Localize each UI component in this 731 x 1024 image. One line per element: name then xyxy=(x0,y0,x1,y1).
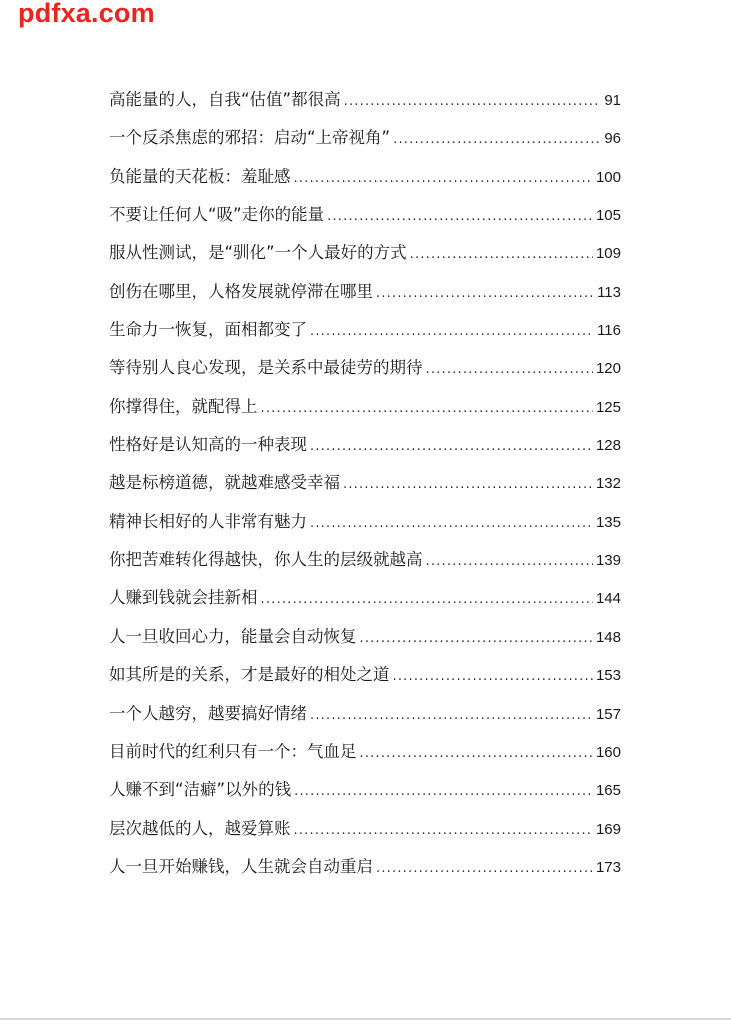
dot-leader xyxy=(261,390,593,428)
toc-entry[interactable] xyxy=(109,119,621,157)
toc-entry[interactable] xyxy=(109,771,621,809)
dot-leader xyxy=(261,581,593,619)
toc-entry-title: 一个反杀焦虑的邪招：启动“上帝视角” xyxy=(109,128,391,148)
toc-entry-title: 生命力一恢复，面相都变了 xyxy=(109,320,307,340)
toc-entry-page: 100 xyxy=(595,168,621,186)
toc-entry-title: 创伤在哪里，人格发展就停滞在哪里 xyxy=(109,281,373,301)
toc-entry[interactable] xyxy=(109,656,621,694)
toc-entry-page: 125 xyxy=(595,398,621,416)
toc-entry-page: 173 xyxy=(595,858,621,876)
toc-entry[interactable] xyxy=(109,464,621,502)
toc-entry-page: 132 xyxy=(595,475,621,493)
toc-entry-title: 人一旦开始赚钱，人生就会自动重启 xyxy=(109,856,373,876)
toc-entry-page: 135 xyxy=(595,513,621,531)
toc-entry-title: 高能量的人，自我“估值”都很高 xyxy=(109,90,341,109)
table-of-contents xyxy=(109,81,621,886)
toc-entry-title: 人一旦收回心力，能量会自动恢复 xyxy=(109,626,357,646)
toc-entry[interactable] xyxy=(109,503,621,541)
dot-leader xyxy=(310,313,594,351)
dot-leader xyxy=(294,812,593,850)
toc-entry-page: 148 xyxy=(595,628,621,646)
dot-leader xyxy=(327,198,593,236)
toc-entry-title: 精神长相好的人非常有魅力 xyxy=(109,511,307,531)
toc-entry[interactable] xyxy=(109,158,621,196)
toc-entry-title: 如其所是的关系，才是最好的相处之道 xyxy=(109,665,390,685)
dot-leader xyxy=(376,850,593,888)
toc-entry-page: 160 xyxy=(595,743,621,761)
toc-entry-page: 157 xyxy=(595,705,621,723)
toc-entry[interactable] xyxy=(109,311,621,349)
toc-entry-page: 116 xyxy=(597,322,621,340)
toc-entry[interactable] xyxy=(109,81,621,119)
toc-entry-page: 153 xyxy=(595,667,621,685)
watermark-logo: pdfxa.com xyxy=(18,0,155,28)
toc-entry-page: 91 xyxy=(604,92,621,109)
toc-entry-title: 等待别人良心发现，是关系中最徒劳的期待 xyxy=(109,358,423,378)
toc-entry-page: 128 xyxy=(595,437,621,455)
toc-entry[interactable] xyxy=(109,388,621,426)
toc-entry[interactable] xyxy=(109,695,621,733)
toc-entry-title: 人赚到钱就会挂新相 xyxy=(109,588,258,608)
toc-entry[interactable] xyxy=(109,848,621,886)
toc-entry-title: 层次越低的人，越爱算账 xyxy=(109,818,291,838)
toc-entry-title: 一个人越穷，越要搞好情绪 xyxy=(109,703,307,723)
toc-entry-page: 139 xyxy=(595,552,621,570)
dot-leader xyxy=(310,697,593,735)
toc-entry[interactable] xyxy=(109,196,621,234)
toc-entry[interactable] xyxy=(109,273,621,311)
dot-leader xyxy=(393,658,593,696)
toc-entry[interactable] xyxy=(109,733,621,771)
dot-leader xyxy=(410,236,593,274)
toc-entry[interactable] xyxy=(109,541,621,579)
toc-entry-title: 人赚不到“洁癖”以外的钱 xyxy=(109,780,292,800)
toc-entry[interactable] xyxy=(109,426,621,464)
dot-leader xyxy=(393,121,601,159)
toc-entry-page: 165 xyxy=(595,782,621,800)
dot-leader xyxy=(343,466,593,504)
dot-leader xyxy=(294,773,593,811)
page-bottom-divider xyxy=(0,1018,731,1020)
dot-leader xyxy=(426,351,593,389)
dot-leader xyxy=(360,735,593,773)
toc-entry-title: 不要让任何人“吸”走你的能量 xyxy=(109,205,325,225)
dot-leader xyxy=(294,160,593,198)
toc-entry[interactable] xyxy=(109,579,621,617)
toc-entry-page: 169 xyxy=(595,820,621,838)
toc-entry-title: 负能量的天花板：羞耻感 xyxy=(109,166,291,186)
toc-entry-title: 性格好是认知高的一种表现 xyxy=(109,435,307,455)
toc-entry-title: 目前时代的红利只有一个：气血足 xyxy=(109,741,357,761)
toc-entry-page: 113 xyxy=(597,283,621,301)
toc-entry[interactable] xyxy=(109,349,621,387)
toc-entry-page: 105 xyxy=(595,207,621,225)
toc-entry-page: 144 xyxy=(595,590,621,608)
toc-entry-title: 你把苦难转化得越快，你人生的层级就越高 xyxy=(109,550,423,570)
toc-entry[interactable] xyxy=(109,234,621,272)
dot-leader xyxy=(310,428,593,466)
toc-entry-page: 120 xyxy=(595,360,621,378)
toc-entry-page: 109 xyxy=(595,245,621,263)
dot-leader xyxy=(310,505,593,543)
dot-leader xyxy=(426,543,593,581)
toc-entry-title: 越是标榜道德，就越难感受幸福 xyxy=(109,473,340,493)
toc-entry-page: 96 xyxy=(604,130,621,148)
toc-entry[interactable] xyxy=(109,810,621,848)
dot-leader xyxy=(344,83,602,121)
toc-entry-title: 你撑得住，就配得上 xyxy=(109,396,258,416)
toc-entry-title: 服从性测试，是“驯化”一个人最好的方式 xyxy=(109,243,407,263)
dot-leader xyxy=(360,620,593,658)
dot-leader xyxy=(376,275,594,313)
toc-entry[interactable] xyxy=(109,618,621,656)
